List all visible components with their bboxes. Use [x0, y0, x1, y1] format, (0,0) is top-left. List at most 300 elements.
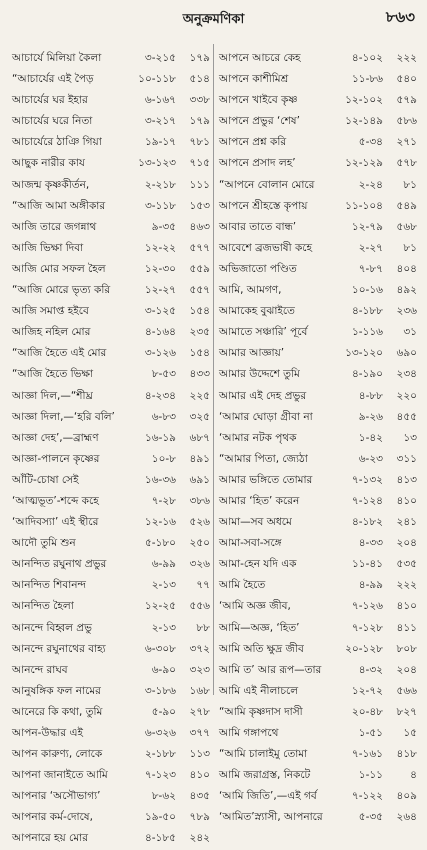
entry-reference: ৪-১৯০	[351, 368, 383, 381]
index-entry	[12, 322, 210, 343]
entry-text: আছুক নারীর কায	[12, 157, 85, 170]
entry-text: আপনে শ্রীহস্তে কৃপায়	[219, 199, 308, 212]
entry-text: ‘আমি জিতি’,—এই গর্ব	[219, 790, 317, 803]
entry-page: ২০৪	[396, 663, 417, 676]
entry-text: আমি ত’ আর রূপ—তার	[219, 663, 322, 676]
index-entry	[219, 744, 417, 765]
entry-page: ৪১০	[396, 600, 417, 613]
entry-page: ৮২৭	[396, 705, 417, 718]
entry-reference: ১২-৭৯	[351, 220, 383, 233]
entry-text: আমার এই দেহ প্রভুর	[219, 389, 307, 402]
index-entry	[12, 132, 210, 153]
entry-reference: ৬-৩২৬	[144, 727, 176, 739]
entry-text: অভিজাতো পণ্ডিত	[219, 262, 297, 275]
entry-reference: ১২-৭২	[351, 684, 383, 697]
entry-reference: ২-২১৮	[144, 178, 176, 191]
index-entry	[12, 196, 210, 217]
entry-page: ১১১	[189, 178, 210, 191]
entry-page: ৩১১	[396, 452, 417, 465]
index-entry	[12, 470, 210, 491]
entry-page: ২২২	[396, 579, 417, 592]
entry-page: ৫৬৬	[396, 684, 417, 697]
index-entry	[219, 386, 417, 407]
entry-page: ৫৭৭	[189, 241, 210, 254]
entry-reference: ১১-১০৪	[345, 199, 383, 212]
index-entry	[219, 596, 417, 617]
entry-text: আজিহ নহিল মোর	[12, 326, 91, 339]
entry-text: আমা-সবা-সঙ্গে	[219, 537, 282, 550]
entry-text: ‘আমার নটক পৃথক	[219, 431, 297, 444]
entry-page: ৩২৩	[189, 663, 210, 676]
entry-text: আপনার কর্ম-দোষে,	[12, 811, 93, 824]
entry-reference: ৬-২৩	[358, 452, 383, 465]
index-entry	[12, 428, 210, 449]
entry-reference: ৪-১০২	[351, 52, 383, 64]
entry-page: ৫১৪	[189, 73, 210, 86]
entry-reference: ৭-১২২	[351, 790, 383, 803]
index-entry	[12, 48, 210, 69]
index-entry	[12, 90, 210, 111]
entry-reference: ১-৫১	[358, 727, 383, 739]
index-entry	[12, 723, 210, 744]
entry-page: ৫৭৯	[396, 94, 417, 107]
index-entry	[219, 301, 417, 322]
entry-text: “আজি হৈতে এই মোর	[12, 347, 107, 360]
entry-page: ২০৪	[396, 537, 417, 550]
entry-page: ৩২৬	[189, 558, 210, 571]
entry-reference: ৭-১৬১	[351, 748, 383, 761]
entry-page: ৫৮৬	[396, 115, 417, 128]
entry-reference: ১২-১০২	[345, 94, 383, 107]
entry-text: আপনে প্রশ্ন করি	[219, 136, 287, 149]
entry-page: ৪১০	[396, 494, 417, 507]
entry-page: ৪১৩	[396, 473, 417, 486]
entry-reference: ১২-১৬	[144, 516, 176, 529]
index-entry	[12, 343, 210, 364]
entry-text: আজ্ঞা দেহ’,—ব্রাহ্মণ	[12, 431, 99, 444]
entry-reference: ৪-৩৩	[358, 537, 383, 550]
entry-page: ৫৫৭	[189, 284, 210, 297]
index-entry	[219, 322, 417, 343]
entry-text: “আজি হৈতে ভিক্ষা	[12, 368, 93, 381]
index-entry	[12, 491, 210, 512]
entry-page: ৮৮	[196, 621, 210, 634]
index-entry	[12, 702, 210, 723]
entry-reference: ৩-১১৮	[144, 199, 176, 212]
entry-reference: ৫-৩৪	[358, 136, 383, 149]
entry-text: আঁটি-চোষা সেই	[12, 473, 79, 486]
entry-reference: ৯-৩৫	[151, 220, 176, 233]
entry-text: আজ্ঞা দিলা,—‘হরি বলি’	[12, 410, 115, 423]
index-entry	[219, 660, 417, 681]
entry-page: ১৫৪	[189, 305, 210, 318]
entry-text: ‘আমিত’স্ন্যাসী, আপনারে	[219, 811, 323, 824]
entry-reference: ২০-৪৮	[351, 705, 383, 718]
entry-text: আবেশে ব্রজভাষী কহে	[219, 241, 313, 254]
index-entry	[219, 618, 417, 639]
index-entry	[12, 660, 210, 681]
entry-text: আমি গঙ্গাপথে	[219, 727, 279, 739]
entry-reference: ২০-১২৮	[345, 642, 383, 655]
index-entry	[219, 259, 417, 280]
entry-reference: ৩-১৮৬	[144, 684, 176, 697]
entry-page: ২৪১	[396, 516, 417, 529]
index-entry	[219, 280, 417, 301]
entry-reference: ১-৪২	[358, 431, 383, 444]
entry-reference: ১১-৪১	[351, 558, 383, 571]
index-entry	[219, 639, 417, 660]
entry-reference: ১২-১৪৯	[345, 115, 383, 128]
entry-text: আমি জরাগ্রস্ত, নিকটে	[219, 769, 311, 782]
index-entry	[12, 807, 210, 828]
entry-page: ২৭৮	[189, 705, 210, 718]
page-title: অনুক্রমণিকা	[182, 12, 245, 27]
entry-page: ২৭১	[396, 136, 417, 149]
entry-page: ৪১০	[189, 769, 210, 782]
column-divider	[213, 44, 214, 695]
entry-reference: ৪-১৮২	[351, 516, 383, 529]
entry-reference: ২-১৩	[151, 621, 176, 634]
entry-reference: ৪-২৩৪	[144, 389, 176, 402]
entry-page: ৪০৪	[396, 262, 417, 275]
entry-page: ৩১	[403, 326, 417, 339]
entry-page: ১৩	[403, 431, 417, 444]
index-entry	[219, 196, 417, 217]
entry-reference: ৬-৮৩	[151, 410, 176, 423]
index-entry	[12, 618, 210, 639]
entry-reference: ২-২৭	[358, 241, 383, 254]
entry-reference: ২-১৮৮	[144, 748, 176, 761]
entry-page: ৪১১	[396, 621, 417, 634]
entry-reference: ৪-১৮৮	[351, 305, 383, 318]
entry-page: ৪৬৩	[189, 220, 210, 233]
entry-text: আনন্দিত শিবানন্দ	[12, 579, 86, 592]
entry-reference: ১২-২৫	[144, 600, 176, 613]
entry-page: ৭৮১	[189, 136, 210, 149]
entry-reference: ১০-১১৮	[138, 73, 176, 86]
entry-page: ১৭৯	[189, 115, 210, 128]
index-entry	[12, 575, 210, 596]
entry-text: আনন্দে রঘুনাথের বাহ্য	[12, 642, 106, 655]
entry-reference: ৪-৮৮	[358, 389, 383, 402]
entry-reference: ৭-১৩২	[351, 473, 383, 486]
entry-text: আপনে খাইবে কৃষ্ণ	[219, 94, 298, 107]
entry-page: ২২০	[396, 389, 417, 402]
entry-page: ৭৭	[196, 579, 210, 592]
entry-text: আনন্দে রাঘব	[12, 663, 68, 676]
index-entry	[12, 512, 210, 533]
entry-page: ৪৩৫	[189, 790, 210, 803]
entry-reference: ১৬-১৯	[144, 431, 176, 444]
entry-reference: ৮-৫৩	[151, 368, 176, 381]
entry-text: আজন্ম কৃষ্ণকীর্তন,	[12, 178, 90, 191]
entry-reference: ৯-২৬	[358, 410, 383, 423]
entry-text: “আমার পিতা, জ্যেঠা	[219, 452, 308, 465]
index-entry	[12, 175, 210, 196]
index-entry	[219, 364, 417, 385]
entry-page: ৩৮৬	[189, 494, 210, 507]
entry-page: ৪১৮	[396, 748, 417, 761]
entry-text: আমার আজ্ঞায়’	[219, 347, 285, 360]
entry-text: আমি অতি ক্ষুদ্র জীব	[219, 642, 304, 655]
index-entry	[219, 407, 417, 428]
entry-page: ৩৩৮	[189, 94, 210, 107]
index-entry	[219, 512, 417, 533]
index-entry	[219, 175, 417, 196]
entry-page: ৫৫৬	[189, 600, 210, 613]
index-entry	[12, 744, 210, 765]
entry-text: ‘আদিবস্যা’ এই স্থীরে	[12, 516, 99, 529]
entry-reference: ৫-৯০	[151, 705, 176, 718]
index-entry	[12, 217, 210, 238]
entry-page: ১৫	[403, 727, 417, 739]
entry-text: ‘আত্মভূত’-শব্দে কহে	[12, 494, 99, 507]
entry-page: ৩২৫	[189, 410, 210, 423]
entry-text: আনন্দে বিহ্বল প্রভু	[12, 621, 92, 634]
entry-text: ‘আমি অজ্ঞ জীব,	[219, 600, 291, 613]
entry-text: আমা—সব অধমে	[219, 516, 292, 529]
entry-reference: ৩-১২৬	[144, 347, 176, 360]
entry-page: ৩৭২	[189, 642, 210, 655]
entry-text: ‘আমার ঘোড়া গ্রীবা না	[219, 410, 313, 423]
entry-text: আমাকেহ বুঝাইতে	[219, 305, 295, 318]
index-entry	[219, 554, 417, 575]
index-entry	[12, 533, 210, 554]
index-entry	[12, 449, 210, 470]
entry-page: ৭১৫	[189, 157, 210, 170]
entry-text: “আমি চালাইমু তোমা	[219, 748, 308, 761]
entry-text: আমি হৈতে	[219, 579, 266, 592]
entry-page: ৪০৯	[396, 790, 417, 803]
entry-text: আপন কারুণ্য, লোকে	[12, 748, 103, 761]
entry-reference: ৭-৮৭	[358, 262, 383, 275]
entry-reference: ৭-২৮	[151, 494, 176, 507]
entry-reference: ৬-৯৯	[151, 558, 176, 571]
entry-reference: ৭-১২৩	[144, 769, 176, 782]
index-entry	[12, 364, 210, 385]
index-entry	[219, 807, 417, 828]
entry-page: ৩৭৭	[189, 727, 210, 739]
entry-reference: ৫-৩৫	[358, 811, 383, 824]
entry-text: আমি, আমগণ,	[219, 284, 282, 297]
entry-reference: ৬-১৬৭	[144, 94, 176, 107]
index-entry	[12, 407, 210, 428]
entry-text: আমার উদ্দেশে তুমি	[219, 368, 300, 381]
entry-reference: ২-২৪	[358, 178, 383, 191]
page-number: ৮৬৩	[385, 8, 415, 26]
entry-reference: ১০-১৬	[351, 284, 383, 297]
index-column-right	[219, 48, 417, 824]
entry-page: ২২২	[396, 52, 417, 64]
entry-text: আচার্যেরে ঠাঞি গিয়া	[12, 136, 102, 149]
index-entry	[219, 428, 417, 449]
index-entry	[219, 111, 417, 132]
entry-text: আচার্যে মিলিয়া কৈলা	[12, 52, 102, 64]
index-entry	[219, 575, 417, 596]
index-entry	[12, 301, 210, 322]
entry-text: আচার্যের ঘরে নিতা	[12, 115, 93, 128]
index-entry	[219, 765, 417, 786]
index-entry	[219, 238, 417, 259]
entry-reference: ২-১৩	[151, 579, 176, 592]
entry-reference: ৪-৩২	[358, 663, 383, 676]
entry-reference: ১-১১	[358, 769, 383, 782]
entry-text: আমি এই নীলাচলে	[219, 684, 299, 697]
index-entry	[219, 449, 417, 470]
entry-page: ৪৯১	[189, 452, 210, 465]
entry-page: ৮১	[403, 241, 417, 254]
entry-page: ৫৪৯	[396, 199, 417, 212]
entry-text: আজি ভিক্ষা দিবা	[12, 241, 84, 254]
index-entry	[12, 259, 210, 280]
entry-text: আচার্যের ঘর ইহার	[12, 94, 88, 107]
index-entry	[12, 111, 210, 132]
entry-text: আজ্ঞা দিল,—“শীঘ্র	[12, 389, 93, 402]
entry-page: ২৩৬	[396, 305, 417, 318]
entry-reference: ৩-১২৫	[144, 305, 176, 318]
index-entry	[12, 69, 210, 90]
entry-text: আবার তাতে বান্ধ’	[219, 220, 297, 233]
entry-page: ৫৬৮	[396, 220, 417, 233]
entry-text: আপনে প্রসাদ লহ’	[219, 157, 296, 170]
entry-page: ২২৫	[189, 389, 210, 402]
index-entry	[12, 596, 210, 617]
index-entry	[12, 153, 210, 174]
entry-page: ৮১	[403, 178, 417, 191]
entry-reference: ১-১১৬	[351, 326, 383, 339]
entry-reference: ১২-২২	[144, 241, 176, 254]
entry-page: ৫৩৫	[396, 558, 417, 571]
entry-text: আনন্দিত রঘুনাথ প্রভুর	[12, 558, 107, 571]
entry-page: ৪৩৩	[189, 368, 210, 381]
index-entry	[219, 153, 417, 174]
entry-text: আপন-উদ্ধার এই	[12, 727, 83, 739]
entry-reference: ১২-২৭	[144, 284, 176, 297]
index-entry	[219, 491, 417, 512]
entry-page: ৫৫৯	[189, 262, 210, 275]
entry-text: “আজি আমা অঙ্গীকার	[12, 199, 106, 212]
index-entry	[219, 132, 417, 153]
entry-text: “আপনে বোলান মোরে	[219, 178, 315, 191]
entry-page: ১৫৩	[189, 199, 210, 212]
index-column-left	[12, 48, 210, 845]
entry-reference: ১০-৮	[151, 452, 176, 465]
index-entry	[12, 786, 210, 807]
index-entry	[12, 386, 210, 407]
entry-text: আজ্ঞা-পালনে কৃষ্ণের	[12, 452, 100, 465]
entry-text: আজি সমাপ্ত হইবে	[12, 305, 89, 318]
entry-page: ৫২৬	[189, 516, 210, 529]
entry-page: ৫৭৮	[396, 157, 417, 170]
entry-reference: ১২-১২৯	[345, 157, 383, 170]
index-entry	[219, 69, 417, 90]
entry-text: আনন্দিত হৈলা	[12, 600, 74, 613]
entry-reference: ১৩-১২০	[345, 347, 383, 360]
entry-reference: ১২-৩০	[144, 262, 176, 275]
index-entry	[219, 786, 417, 807]
entry-page: ১৬৮	[189, 684, 210, 697]
entry-reference: ৩-২১৫	[144, 52, 176, 64]
entry-reference: ৮-৬২	[151, 790, 176, 803]
entry-text: আমার ভঙ্গিতে তোমার	[219, 473, 313, 486]
index-entry	[12, 554, 210, 575]
entry-page: ২৫০	[189, 537, 210, 550]
entry-text: “আচার্যের এই পৈড়	[12, 73, 94, 86]
entry-reference: ৬-৩০৮	[144, 642, 176, 655]
index-entry	[12, 681, 210, 702]
entry-page: ৪৯২	[396, 284, 417, 297]
index-entry	[219, 533, 417, 554]
entry-text: “আজি মোরে ভৃত্য করি	[12, 284, 111, 297]
index-entry	[12, 238, 210, 259]
entry-page: ৬৮৭	[189, 431, 210, 444]
entry-page: ৪	[410, 769, 417, 782]
entry-page: ৭৮৯	[189, 811, 210, 824]
entry-page: ২৬৪	[396, 811, 417, 824]
entry-page: ৫৪০	[396, 73, 417, 86]
entry-page: ৮০৮	[396, 642, 417, 655]
entry-reference: ৪-১৬৪	[144, 326, 176, 339]
entry-reference: ৭-১২৪	[351, 494, 383, 507]
entry-text: আমাতে সঞ্চারি’ পূর্বে	[219, 326, 308, 339]
entry-text: আমার ‘হিত’ করেন	[219, 494, 300, 507]
entry-text: আজি মোর সফল হৈল	[12, 262, 106, 275]
entry-reference: ৬-৯০	[151, 663, 176, 676]
index-entry	[219, 723, 417, 744]
entry-page: ২৪২	[189, 832, 210, 845]
index-entry	[219, 90, 417, 111]
entry-reference: ৪-৯৯	[358, 579, 383, 592]
index-entry	[219, 702, 417, 723]
entry-reference: ১১-৮৬	[351, 73, 383, 86]
entry-text: আমা-হেন যদি এক	[219, 558, 297, 571]
entry-text: আপনে প্রভুর ‘শেষ’	[219, 115, 300, 128]
entry-reference: ১৯-১৭	[144, 136, 176, 149]
index-entry	[219, 681, 417, 702]
entry-text: আপনার ‘অসৌভাগ্য’	[12, 790, 101, 803]
index-entry	[219, 343, 417, 364]
entry-reference: ৭-১২৮	[351, 621, 383, 634]
entry-page: ১১৩	[189, 748, 210, 761]
entry-text: আদৌ তুমি শুন	[12, 537, 76, 550]
entry-text: আমি—অজ্ঞ, ‘হিত’	[219, 621, 300, 634]
entry-text: আনেরে কি কথা, তুমি	[12, 705, 103, 718]
entry-reference: ৩-২১৭	[144, 115, 176, 128]
entry-text: “আমি কৃষ্ণদাস দাসী	[219, 705, 303, 718]
index-entry	[219, 470, 417, 491]
index-entry	[12, 828, 210, 849]
entry-text: আপনে আচরে কেহ	[219, 52, 301, 64]
entry-reference: ৫-১৮০	[144, 537, 176, 550]
page-header	[0, 0, 427, 38]
index-entry	[12, 280, 210, 301]
entry-text: আজি তারে জগন্নাথ	[12, 220, 97, 233]
entry-reference: ১৬-৩৬	[144, 473, 176, 486]
entry-page: ২৩৫	[189, 326, 210, 339]
entry-text: আনুষঙ্গিক ফল নামের	[12, 684, 101, 697]
index-entry	[12, 765, 210, 786]
entry-page: ১৭৯	[189, 52, 210, 64]
entry-reference: ১৩-১২৩	[138, 157, 176, 170]
entry-text: আপনা জানাইতে আমি	[12, 769, 108, 782]
index-entry	[12, 639, 210, 660]
entry-page: ৬৯১	[189, 473, 210, 486]
index-entry	[219, 217, 417, 238]
entry-reference: ১৯-৫০	[144, 811, 176, 824]
entry-page: ১৫৪	[189, 347, 210, 360]
entry-reference: ৭-১২৬	[351, 600, 383, 613]
entry-text: আপনারে হয় মোর	[12, 832, 88, 845]
